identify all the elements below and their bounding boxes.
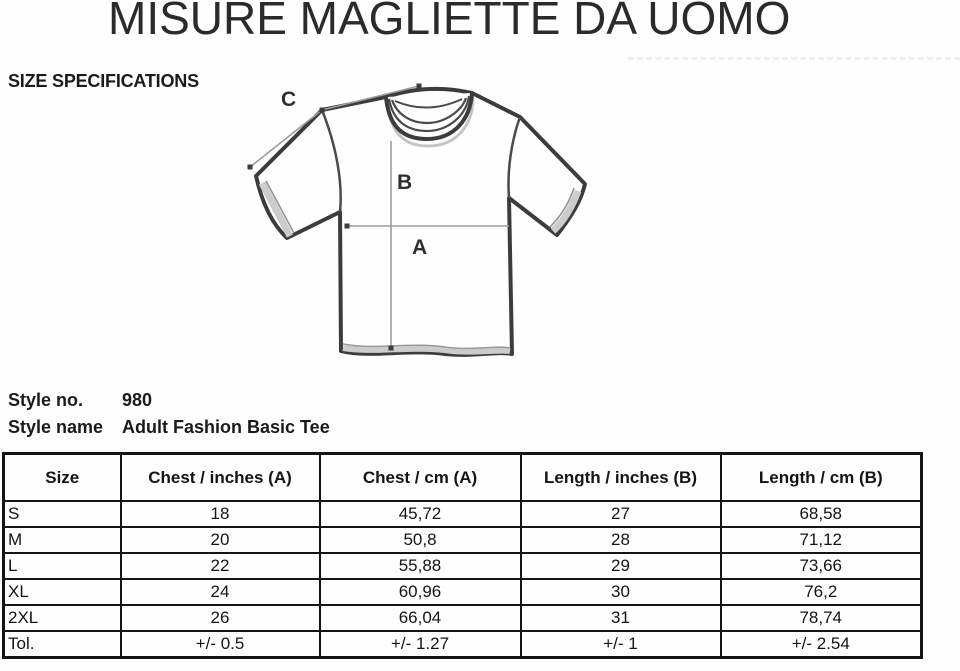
faint-divider — [628, 57, 960, 60]
value-cell: 30 — [521, 579, 721, 605]
value-cell: 73,66 — [721, 553, 922, 579]
size-table-container — [2, 452, 923, 659]
value-cell: 78,74 — [721, 605, 922, 631]
style-no-value: 980 — [122, 390, 153, 410]
value-cell: 18 — [121, 501, 320, 527]
value-cell: 20 — [121, 527, 320, 553]
column-header-length-cm: Length / cm (B) — [721, 454, 922, 502]
column-header-size: Size — [4, 454, 121, 502]
value-cell: 50,8 — [320, 527, 521, 553]
size-cell: XL — [4, 579, 121, 605]
size-cell: 2XL — [4, 605, 121, 631]
page-title: MISURE MAGLIETTE DA UOMO — [108, 0, 791, 44]
value-cell: 68,58 — [721, 501, 922, 527]
style-info — [8, 387, 330, 441]
table-row — [4, 579, 922, 605]
value-cell: 31 — [521, 605, 721, 631]
size-specifications-label: SIZE SPECIFICATIONS — [8, 71, 199, 91]
size-cell: M — [4, 527, 121, 553]
value-cell: +/- 2.54 — [721, 631, 922, 658]
value-cell: +/- 0.5 — [121, 631, 320, 658]
hem-band — [343, 348, 510, 352]
tshirt-diagram — [200, 75, 640, 390]
style-name-value: Adult Fashion Basic Tee — [122, 417, 330, 437]
value-cell: 71,12 — [721, 527, 922, 553]
value-cell: 66,04 — [320, 605, 521, 631]
size-cell: S — [4, 501, 121, 527]
value-cell: 55,88 — [320, 553, 521, 579]
size-cell: L — [4, 553, 121, 579]
value-cell: +/- 1 — [521, 631, 721, 658]
table-row — [4, 501, 922, 527]
style-no-label: Style no. — [8, 390, 84, 410]
value-cell: 60,96 — [320, 579, 521, 605]
style-name-label: Style name — [8, 417, 104, 437]
column-header-chest-inches: Chest / inches (A) — [121, 454, 320, 502]
size-table-header-row — [4, 454, 922, 502]
size-table — [2, 452, 923, 659]
table-row — [4, 527, 922, 553]
value-cell: 26 — [121, 605, 320, 631]
style-no-row — [8, 387, 330, 414]
value-cell: 27 — [521, 501, 721, 527]
value-cell: 76,2 — [721, 579, 922, 605]
table-row — [4, 553, 922, 579]
value-cell: 22 — [121, 553, 320, 579]
column-header-length-inches: Length / inches (B) — [521, 454, 721, 502]
table-row — [4, 605, 922, 631]
label-a: A — [412, 236, 428, 259]
value-cell: 29 — [521, 553, 721, 579]
value-cell: 28 — [521, 527, 721, 553]
label-c: C — [281, 88, 297, 111]
value-cell: +/- 1.27 — [320, 631, 521, 658]
value-cell: 24 — [121, 579, 320, 605]
table-row — [4, 631, 922, 658]
value-cell: 45,72 — [320, 501, 521, 527]
label-b: B — [397, 171, 413, 194]
column-header-chest-cm: Chest / cm (A) — [320, 454, 521, 502]
size-cell: Tol. — [4, 631, 121, 658]
style-name-row — [8, 414, 330, 441]
